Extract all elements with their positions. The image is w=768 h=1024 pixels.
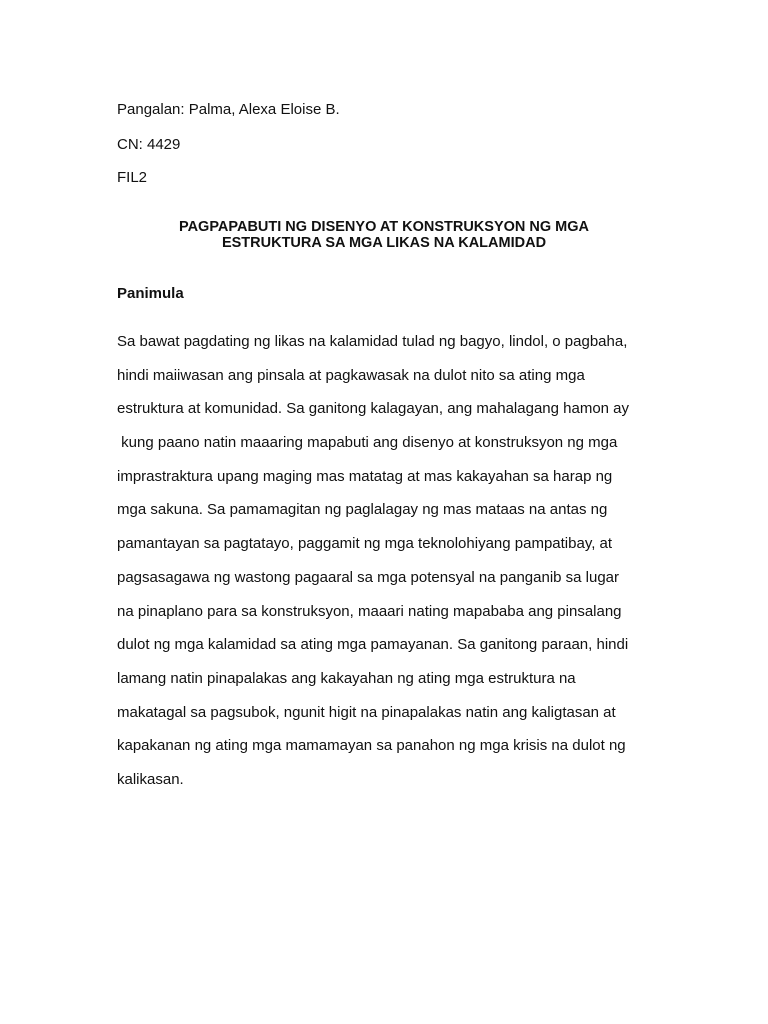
paragraph-line: pamantayan sa pagtatayo, paggamit ng mga teknolohiyang pampatibay, at: [117, 535, 613, 553]
student-name-line: Pangalan: Palma, Alexa Eloise B.: [117, 101, 340, 118]
paragraph-line: hindi maiiwasan ang pinsala at pagkawasak na dulot nito sa ating mga: [117, 366, 585, 384]
paragraph-line: Sa bawat pagdating ng likas na kalamidad tulad ng bagyo, lindol, o pagbaha,: [117, 333, 628, 350]
paragraph-line: pagsasagawa ng wastong pagaaral sa mga potensyal na panganib sa lugar: [117, 568, 620, 586]
paragraph-line: makatagal sa pagsubok, ngunit higit na pinapalakas natin ang kaligtasan at: [117, 703, 616, 721]
paragraph-line: mga sakuna. Sa pamamagitan ng paglalagay ng mas mataas na antas ng: [117, 501, 608, 519]
paragraph-line: kung paano natin maaaring mapabuti ang disenyo at konstruksyon ng mga: [117, 434, 618, 452]
paragraph-line: imprastraktura upang maging mas matatag at mas kakayahan sa harap ng: [117, 467, 613, 485]
paragraph-line: kapakanan ng ating mga mamamayan sa panahon ng mga krisis na dulot ng: [117, 737, 626, 755]
document-title: [117, 219, 651, 251]
paragraph-line: na pinaplano para sa konstruksyon, maaari nating mapababa ang pinsalang: [117, 602, 622, 620]
section-heading: Panimula: [117, 285, 184, 302]
paragraph-line: estruktura at komunidad. Sa ganitong kalagayan, ang mahalagang hamon ay: [117, 400, 630, 418]
paragraph-line: lamang natin pinapalakas ang kakayahan ng ating mga estruktura na: [117, 669, 576, 687]
paragraph-line: dulot ng mga kalamidad sa ating mga pamayanan. Sa ganitong paraan, hindi: [117, 636, 629, 654]
body-paragraph: [117, 333, 677, 805]
paragraph-line: kalikasan.: [117, 770, 184, 788]
title-line: PAGPAPABUTI NG DISENYO AT KONSTRUKSYON NG MGA: [178, 219, 590, 235]
class-number-line: CN: 4429: [117, 136, 181, 153]
title-line: ESTRUKTURA SA MGA LIKAS NA KALAMIDAD: [221, 235, 547, 251]
course-code-line: FIL2: [117, 169, 148, 186]
